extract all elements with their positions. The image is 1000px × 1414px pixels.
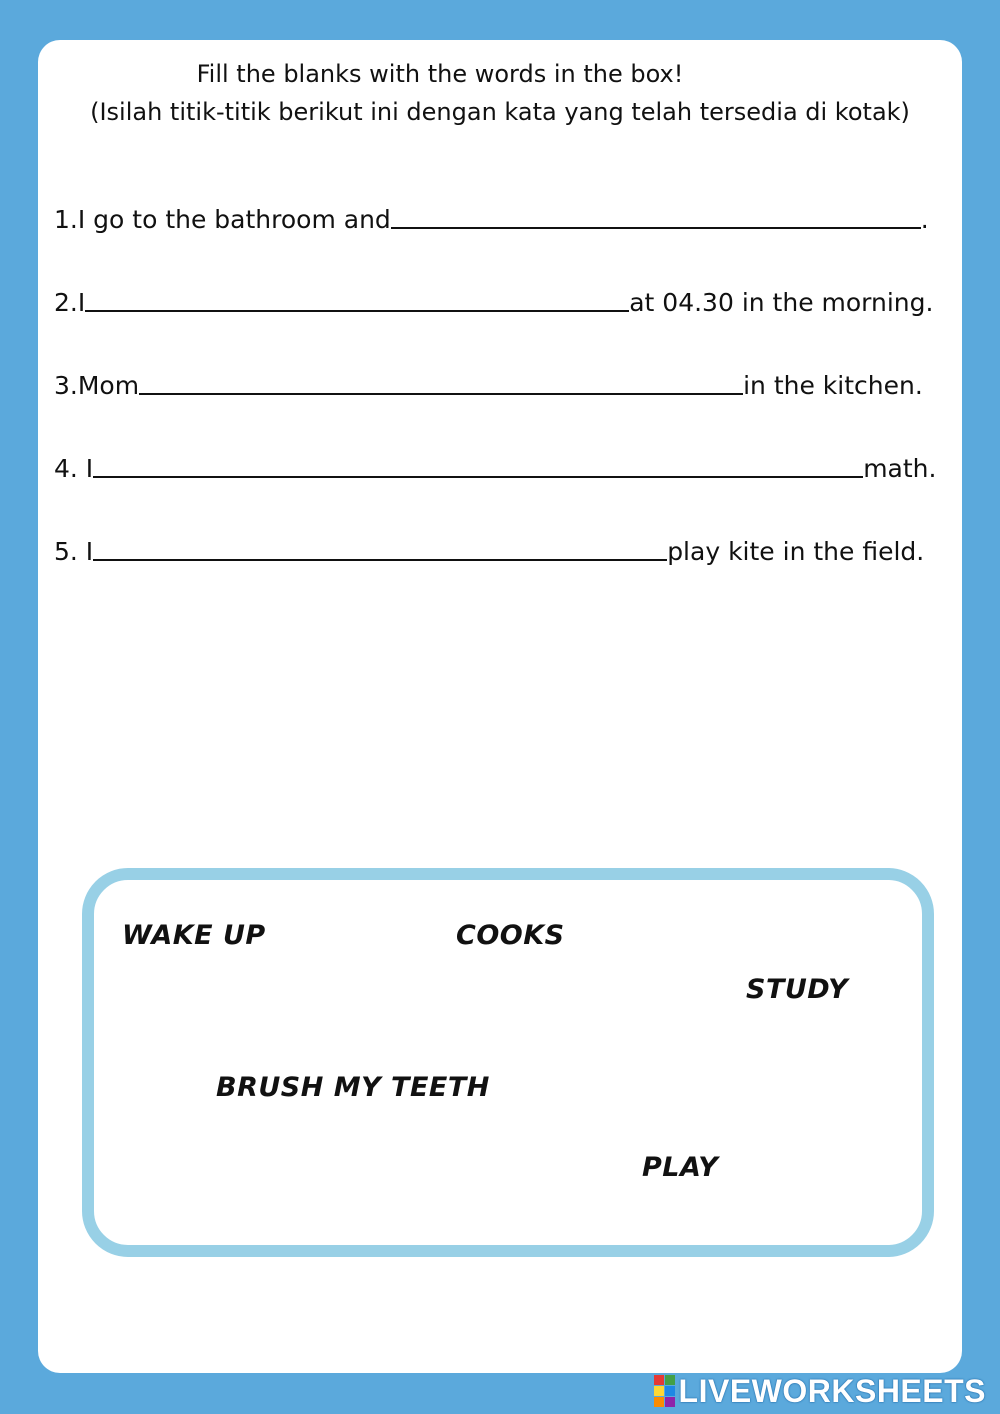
question-3 bbox=[54, 364, 944, 400]
answer-blank-1[interactable] bbox=[391, 227, 921, 229]
word-option[interactable]: PLAY bbox=[642, 1152, 719, 1183]
liveworksheets-logo bbox=[654, 1374, 986, 1408]
question-4 bbox=[54, 447, 944, 483]
answer-blank-2[interactable] bbox=[85, 310, 629, 312]
question-5-end: play kite in the field. bbox=[667, 537, 925, 566]
question-2-text: 2.I bbox=[54, 288, 86, 317]
answer-blank-3[interactable] bbox=[139, 393, 743, 395]
instruction-line-2: (Isilah titik-titik berikut ini dengan kata yang telah tersedia di kotak) bbox=[90, 98, 910, 126]
worksheet-page bbox=[38, 40, 962, 1373]
question-4-text: 4. I bbox=[54, 454, 94, 483]
word-option[interactable]: BRUSH MY TEETH bbox=[216, 1072, 490, 1103]
word-option[interactable]: STUDY bbox=[746, 974, 849, 1005]
question-4-end: math. bbox=[863, 454, 937, 483]
word-option[interactable]: COOKS bbox=[456, 920, 565, 951]
word-option[interactable]: WAKE UP bbox=[122, 920, 266, 951]
liveworksheets-logo-icon bbox=[654, 1375, 675, 1407]
question-1 bbox=[54, 198, 944, 234]
word-box bbox=[82, 868, 934, 1257]
question-3-end: in the kitchen. bbox=[743, 371, 923, 400]
question-3-text: 3.Mom bbox=[54, 371, 140, 400]
question-1-end: . bbox=[920, 205, 929, 234]
question-5 bbox=[54, 530, 944, 566]
answer-blank-4[interactable] bbox=[93, 476, 863, 478]
question-1-text: 1.I go to the bathroom and bbox=[54, 205, 391, 234]
question-2-end: at 04.30 in the morning. bbox=[629, 288, 934, 317]
answer-blank-5[interactable] bbox=[93, 559, 667, 561]
liveworksheets-logo-text: LIVEWORKSHEETS bbox=[678, 1372, 986, 1409]
question-2 bbox=[54, 281, 944, 317]
question-5-text: 5. I bbox=[54, 537, 94, 566]
instruction-line-1: Fill the blanks with the words in the box! bbox=[196, 60, 684, 88]
